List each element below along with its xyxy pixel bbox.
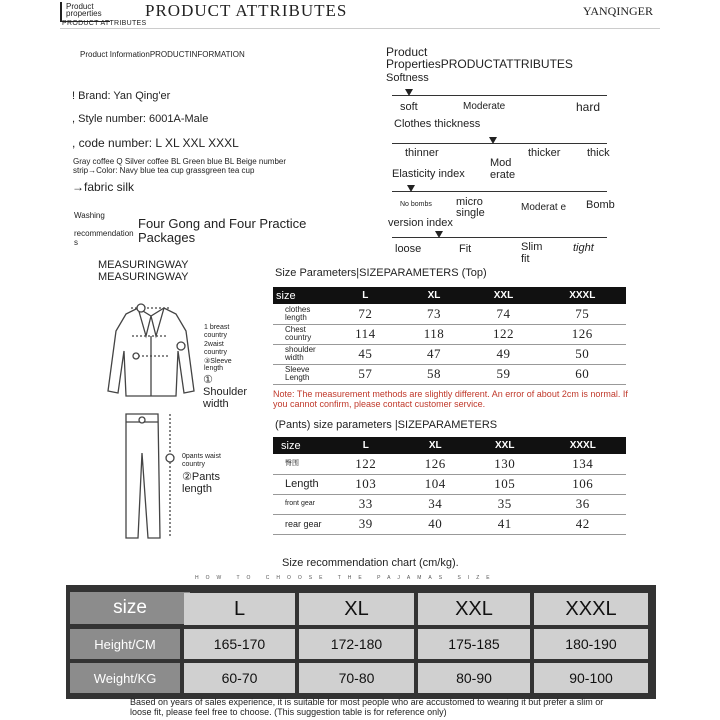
table-cell: 59 (468, 364, 538, 384)
row-label: Length (273, 474, 331, 494)
elasticity-scale (392, 191, 607, 192)
rec-cell: 180-190 (534, 629, 648, 659)
pants-label-waist: 0pants waist country (182, 453, 221, 468)
table-cell: 118 (400, 324, 469, 344)
thickness-opt-moderate: Mod erate (490, 157, 516, 181)
rec-cell: 90-100 (534, 663, 648, 693)
table-cell: 105 (470, 474, 540, 494)
header-small-line2: properties (66, 9, 102, 18)
table-cell: 114 (331, 324, 400, 344)
header-divider (60, 28, 660, 29)
header-cell: L (331, 287, 400, 304)
brand-name: YANQINGER (583, 4, 653, 18)
recommendations-label: recommendations (74, 229, 134, 247)
rec-cell: 70-80 (299, 663, 414, 693)
washing-label: Washing (74, 211, 105, 220)
row-label: Chest country (273, 324, 331, 344)
softness-marker (405, 89, 413, 96)
softness-label: Softness (386, 72, 429, 84)
page-title: PRODUCT ATTRIBUTES (145, 1, 348, 20)
table-cell: 130 (470, 454, 540, 474)
version-marker (435, 231, 443, 238)
table-cell: 40 (401, 514, 471, 534)
softness-scale (392, 95, 607, 96)
product-style: , Style number: 6001A-Male (72, 113, 209, 125)
product-brand: ! Brand: Yan Qing'er (72, 90, 171, 102)
jacket-label-waist: 2waist country (204, 341, 227, 356)
table-row (273, 514, 626, 534)
pants-table-header (273, 437, 626, 454)
rec-cell: 60-70 (184, 663, 295, 693)
jacket-label-sleeve: ③Sleeve length (204, 358, 232, 372)
table-cell: 126 (401, 454, 471, 474)
measurement-note: Note: The measurement methods are slightly different. An error of about 2cm is normal. If you cannot confirm, please contact customer service. (273, 389, 628, 409)
recommendation-chart (66, 585, 656, 699)
rec-cell: 172-180 (299, 629, 414, 659)
softness-opt-soft: soft (400, 101, 418, 113)
version-opt-slimfit: Slim fit (521, 241, 543, 265)
table-cell: 39 (331, 514, 401, 534)
table-cell: 58 (400, 364, 469, 384)
table-cell: 103 (331, 474, 401, 494)
product-color: Gray coffee Q Silver coffee BL Green blue BL Beige number strip→Color: Navy blue tea cup grassgreen tea cup (73, 157, 287, 175)
header-cell: size (273, 287, 331, 304)
jacket-label-shoulder: ① Shoulder width (203, 374, 248, 410)
table-cell: 49 (468, 344, 538, 364)
table-row (273, 494, 626, 514)
table-cell: 122 (468, 324, 538, 344)
elasticity-marker (407, 185, 415, 192)
top-size-table (273, 287, 626, 385)
recommendation-footer: Based on years of sales experience, it is suitable for most people who are accustomed to wearing it but prefer a slim or loose fit, please feel free to choose. (This suggestion table is for reference only) (130, 697, 604, 717)
rec-header-cell: XXXL (534, 593, 648, 625)
thickness-opt-thicker: thicker (528, 147, 561, 159)
row-label: 臀围 (273, 454, 331, 474)
recommendation-title: Size recommendation chart (cm/kg). (282, 557, 459, 569)
table-row (273, 364, 626, 384)
table-cell: 57 (331, 364, 400, 384)
rec-row-label-height: Height/CM (70, 629, 180, 659)
rec-header-cell: L (184, 593, 295, 625)
pants-table-title: (Pants) size parameters |SIZEPARAMETERS (275, 419, 498, 431)
table-cell: 47 (400, 344, 469, 364)
table-cell: 74 (468, 304, 538, 324)
elasticity-opt-micro: micro single (456, 196, 485, 219)
header-cell: XL (400, 287, 469, 304)
table-cell: 134 (540, 454, 627, 474)
header-small-line1: Product (66, 2, 94, 11)
table-row (273, 454, 626, 474)
elasticity-opt-bomb: Bomb (586, 199, 615, 211)
header-small-line3: PRODUCT ATTRIBUTES (62, 20, 147, 27)
product-info-title: Product InformationPRODUCTINFORMATION (80, 50, 245, 59)
rec-row-label-weight: Weight/KG (70, 663, 180, 693)
table-cell: 60 (539, 364, 626, 384)
measuring-title-2: MEASURINGWAY (98, 271, 189, 283)
rec-header-cell: XL (299, 593, 414, 625)
product-fabric: →fabric silk (72, 180, 135, 194)
version-opt-loose: loose (395, 243, 422, 255)
rec-cell: 165-170 (184, 629, 295, 659)
softness-opt-moderate: Moderate (463, 101, 506, 112)
header-cell: L (331, 437, 401, 454)
table-cell: 35 (470, 494, 540, 514)
version-scale (392, 237, 607, 238)
table-cell: 104 (401, 474, 471, 494)
softness-opt-hard: hard (576, 100, 601, 114)
table-cell: 45 (331, 344, 400, 364)
rec-cell: 80-90 (418, 663, 530, 693)
table-cell: 34 (401, 494, 471, 514)
version-opt-tight: tight (573, 242, 594, 254)
pants-outline-icon (116, 408, 186, 543)
rec-cell: 175-185 (418, 629, 530, 659)
header-cell: XL (401, 437, 471, 454)
header-cell: XXXL (539, 287, 626, 304)
jacket-label-breast: 1 breast country (204, 324, 230, 339)
table-cell: 50 (539, 344, 626, 364)
row-label: rear gear (273, 514, 331, 534)
table-row (273, 304, 626, 324)
table-row (273, 324, 626, 344)
table-cell: 36 (540, 494, 627, 514)
version-opt-fit: Fit (459, 243, 472, 255)
recommendation-subtitle: HOW TO CHOOSE THE PAJAMAS SIZE (195, 575, 497, 581)
table-row (273, 474, 626, 494)
table-cell: 33 (331, 494, 401, 514)
header-cell: XXXL (540, 437, 627, 454)
version-label: version index (388, 217, 453, 229)
header-cell: XXL (468, 287, 538, 304)
product-code: , code number: L XL XXL XXXL (72, 136, 239, 150)
table-cell: 122 (331, 454, 401, 474)
table-cell: 73 (400, 304, 469, 324)
thickness-label: Clothes thickness (394, 118, 481, 130)
thickness-scale (392, 143, 607, 144)
header-cell: size (273, 437, 331, 454)
rec-header-cell: XXL (418, 593, 530, 625)
header-cell: XXL (470, 437, 540, 454)
rec-header-size: size (70, 592, 190, 624)
table-cell: 41 (470, 514, 540, 534)
pants-size-table (273, 437, 626, 535)
washing-value: Four Gong and Four Practice Packages (138, 216, 307, 245)
row-label: clothes length (273, 304, 331, 324)
top-table-title: Size Parameters|SIZEPARAMETERS (Top) (275, 267, 487, 279)
attributes-title: Product PropertiesPRODUCTATTRIBUTES (386, 45, 573, 71)
table-cell: 126 (539, 324, 626, 344)
top-table-header (273, 287, 626, 304)
table-cell: 42 (540, 514, 627, 534)
table-cell: 75 (539, 304, 626, 324)
thickness-marker (489, 137, 497, 144)
row-label: shoulder width (273, 344, 331, 364)
row-label: front gear (273, 494, 331, 514)
table-cell: 106 (540, 474, 627, 494)
measuring-title-1: MEASURINGWAY (98, 259, 189, 271)
table-cell: 72 (331, 304, 400, 324)
pants-label-length: ②Pants length (182, 471, 220, 495)
jacket-outline-icon (96, 296, 206, 406)
elasticity-opt-moderate: Moderat e (521, 202, 567, 213)
elasticity-opt-nobombs: No bombs (400, 201, 432, 208)
thickness-opt-thick: thick (587, 147, 610, 159)
thickness-opt-thinner: thinner (405, 147, 439, 159)
row-label: Sleeve Length (273, 364, 331, 384)
table-row (273, 344, 626, 364)
elasticity-label: Elasticity index (392, 168, 465, 180)
